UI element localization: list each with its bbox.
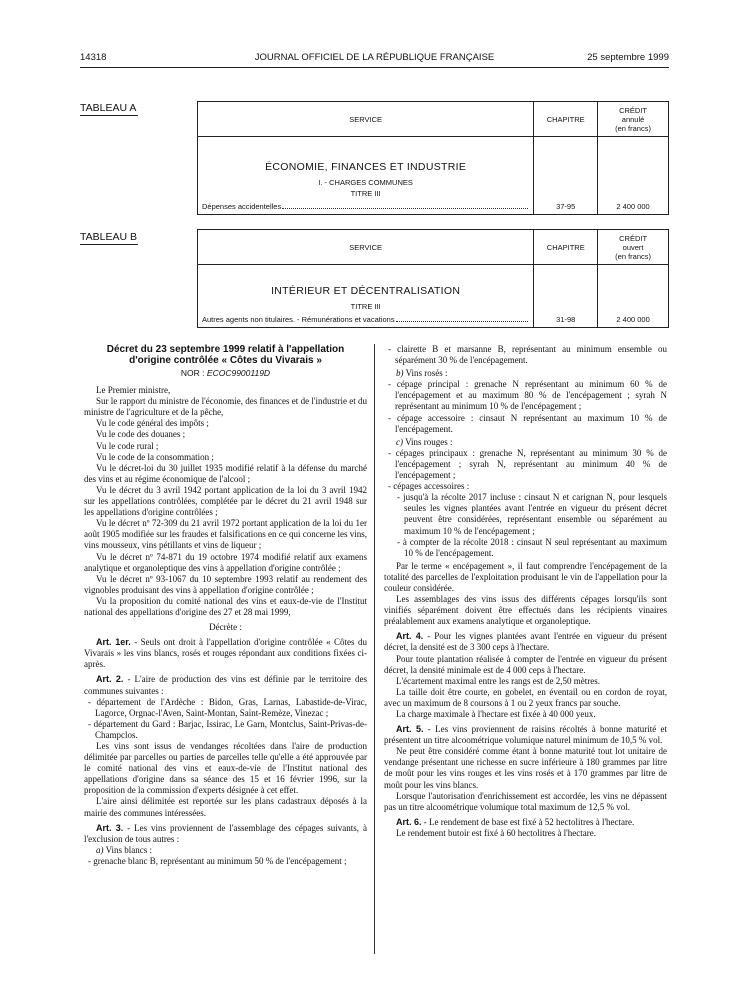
list-item: - cépages principaux : grenache N, représentant au minimum 30 % de l'encépagement ; syrah N, représentant au minimum 40 % de l'encépagement ; [388,447,667,481]
tableau-b-label: TABLEAU B [80,231,137,243]
sub-list-item: - à compter de la récolte 2018 : cinsaut N seul représentant au maximum 10 % de l'encépagement. [397,536,667,558]
body-paragraph: L'écartement maximal entre les rangs est de 2,50 mètres. [396,675,601,686]
article-label: Art. 2. [96,674,124,685]
tableau-a-underline [80,115,138,116]
decree-title-line: Décret du 23 septembre 1999 relatif à l'appellation [106,344,345,355]
table-row [198,265,669,328]
body-paragraph: Pour toute plantation réalisée à compter de l'entrée en vigueur du présent décret, la densité minimale est de 4 000 ceps à l'hectare. [384,653,667,675]
list-item: - cépage accessoire : cinsaut N représentant au maximum 10 % de l'encépagement. [388,412,667,434]
sub-list-item: - jusqu'à la récolte 2017 incluse : cinsaut N et carignan N, pour lesquels seules les vignes plantées avant l'entrée en vigueur du présent décret peuvent être considérées, représentant ensemble ou séparément au maximum 10 % de l'encépagement ; [397,492,667,536]
subheading-letter: c) [396,436,403,447]
article-text: - Pour les vignes plantées avant l'entrée en vigueur du présent décret, la densité est de 3 300 ceps à l'hectare. [384,631,667,653]
journal-title: JOURNAL OFFICIEL DE LA RÉPUBLIQUE FRANÇAISE [254,52,495,63]
intro-paragraph: Sur le rapport du ministre de l'économie, des finances et de l'industrie et du ministre de l'agriculture et de la pêche, [84,396,367,418]
article-label: Art. 5. [396,724,424,735]
col-service-header: SERVICE [198,102,534,137]
article-3 [84,823,367,845]
article-text: - Le rendement de base est fixé à 52 hectolitres à l'hectare. [421,816,635,827]
subheading-letter: b) [396,368,404,379]
nor-reference [84,368,367,379]
body-paragraph: Les assemblages des vins issus des différents cépages lorsqu'ils sont vinifiés séparément doivent être effectués dans les récipients vinaires préalablement aux examens analytique et organoleptique. [384,594,667,627]
table-header-row [198,230,669,265]
tableau-a-table [197,101,669,215]
body-paragraph: L'aire ainsi délimitée est reportée sur les plans cadastraux déposés à la mairie des communes intéressées. [84,796,367,818]
article-text: - L'aire de production des vins est définie par le territoire des communes suivantes : [84,674,367,696]
intro-paragraph: Vu le code des douanes ; [96,429,186,440]
intro-paragraph: Vu le code de la consommation ; [96,451,214,462]
service-cell [198,137,534,215]
subheading-red-wines [384,437,667,448]
titre-label: TITRE III [350,189,381,198]
article-5 [384,724,667,746]
section-name: I. - CHARGES COMMUNES [318,178,413,187]
intro-paragraph: Vu le code général des impôts ; [96,418,209,429]
article-label: Art. 3. [96,822,124,833]
expense-line [198,202,533,211]
credit-line: ouvert [622,242,644,252]
col-chapitre-header: CHAPITRE [534,102,598,137]
intro-paragraph: Vu le décret nº 74-871 du 19 octobre 1974 modifié relatif aux examens analytique et organoleptique des vins à appellation d'origine contrôlée ; [84,551,367,573]
col-credit-header [598,102,669,137]
list-item: - département du Gard : Barjac, Issirac, Le Garn, Montclus, Saint-Privas-de-Champclos. [88,718,367,740]
article-label: Art. 4. [396,631,424,642]
table-header-row [198,102,669,137]
intro-paragraph: Vu la proposition du comité national des vins et eaux-de-vie de l'Institut national des appellations d'origine des 27 et 28 mai 1999, [84,595,367,617]
leader-dots [396,321,529,322]
intro-paragraph: Vu le code rural ; [96,440,159,451]
decree-title-line: d'origine contrôlée « Côtes du Vivarais » [129,355,322,366]
credit-line: annulé [621,114,645,124]
credit-line: (en francs) [615,123,651,133]
subheading-letter: a) [96,844,104,855]
body-paragraph: Les vins sont issus de vendanges récoltées dans l'aire de production délimitée par parcelles ou parties de parcelles telle qu'elle a été approuvée par le comité national des vins et eaux-de-vie de l'Institut national des appellations d'origine dans sa séance des 15 et 16 février 1996, sur la proposition de la commission d'experts désignée à cet effet. [84,741,367,796]
intro-paragraph: Le Premier ministre, [96,385,171,396]
expense-label: Autres agents non titulaires. - Rémunérations et vacations [202,315,395,324]
decree-title [84,344,367,366]
list-item: - grenache blanc B, représentant au minimum 50 % de l'encépagement ; [88,855,347,866]
header-rule [80,67,669,68]
list-item: - cépage principal : grenache N représentant au minimum 60 % de l'encépagement et au maximum 80 % de l'encépagement ; syrah N représentant au minimum 10 % de l'encépagement ; [388,379,667,412]
article-2 [84,674,367,696]
body-paragraph: Lorsque l'autorisation d'enrichissement est accordée, les vins ne dépassent pas un titre alcoométrique volumique total maximum de 12,5 % vol. [384,790,667,812]
left-column [84,344,367,867]
nor-label: NOR : [180,368,205,378]
chapitre-value: 31-98 [534,265,598,328]
column-divider [374,344,375,954]
tableau-b-underline [80,244,138,245]
titre-label: TITRE III [350,302,381,311]
body-paragraph: Le rendement butoir est fixé à 60 hectolitres à l'hectare. [396,827,597,838]
expense-label: Dépenses accidentelles [202,202,282,211]
credit-value: 2 400 000 [598,265,669,328]
article-1 [84,637,367,670]
credit-line: CRÉDIT [619,233,648,243]
subheading-text: Vins blancs : [103,844,153,855]
col-service-header: SERVICE [198,230,534,265]
ministry-name: INTÉRIEUR ET DÉCENTRALISATION [271,285,461,297]
table-row [198,137,669,215]
credit-line: CRÉDIT [619,105,648,115]
article-text: - Les vins proviennent de l'assemblage des cépages suivants, à l'exclusion de tous autres : [84,822,367,844]
article-4 [384,631,667,653]
nor-code: ECOC9900119D [206,368,271,378]
decrete-heading: Décrète : [209,622,242,633]
subheading-white-wines [84,845,367,856]
col-chapitre-header: CHAPITRE [534,230,598,265]
intro-paragraph: Vu le décret du 3 avril 1942 portant application de la loi du 3 avril 1942 sur les appellations contrôlées, complétée par le décret du 21 avril 1948 sur les appellations d'origine contrôlées ; [84,484,367,518]
subheading-text: Vins rouges : [403,436,453,447]
list-item: - clairette B et marsanne B, représentant au minimum ensemble ou séparément 30 % de l'encépagement. [388,344,667,366]
article-text: - Seuls ont droit à l'appellation d'origine contrôlée « Côtes du Vivarais » les vins blancs, rosés et rouges répondant aux conditions fixées ci-après. [84,637,367,670]
leader-dots [282,208,528,209]
body-paragraph: Ne peut être considéré comme étant à bonne maturité tout lot unitaire de vendange présentant une richesse en sucre inférieure à 180 grammes par litre de moût pour les vins rouges et les vins rosés et à 170 grammes par litre de moût pour les vins blancs. [384,746,667,790]
issue-date: 25 septembre 1999 [587,52,669,63]
subheading-text: Vins rosés : [403,368,448,379]
body-paragraph: Par le terme « encépagement », il faut comprendre l'encépagement de la totalité des parcelles de l'exploitation produisant le vin de l'appellation pour la couleur considérée. [384,560,667,593]
ministry-name: ÉCONOMIE, FINANCES ET INDUSTRIE [265,161,467,173]
col-credit-header [598,230,669,265]
intro-paragraph: Vu le décret-loi du 30 juillet 1935 modifié relatif à la défense du marché des vins et au régime économique de l'alcool ; [84,462,367,484]
list-item: - département de l'Ardèche : Bidon, Gras, Larnas, Labastide-de-Virac, Lagorce, Orgnac-l'Aven, Saint-Montan, Saint-Remèze, Vinezac ; [88,696,367,718]
tableau-a-label: TABLEAU A [80,102,137,114]
article-6 [384,817,667,828]
tableau-b-table [197,229,669,328]
body-paragraph: La charge maximale à l'hectare est fixée à 40 000 yeux. [396,709,596,719]
expense-line [198,315,533,324]
chapitre-value: 37-95 [534,137,598,215]
credit-value: 2 400 000 [598,137,669,215]
list-item: - cépages accessoires : [388,481,470,492]
subheading-rose-wines [384,368,667,379]
article-label: Art. 1er. [96,637,131,648]
body-paragraph: La taille doit être courte, en gobelet, en éventail ou en cordon de royat, avec un maximum de 8 coursons à 1 ou 2 yeux francs par souche. [384,686,667,708]
credit-line: (en francs) [615,251,652,261]
article-text: - Les vins proviennent de raisins récoltés à bonne maturité et présentent un titre alcoométrique volumique naturel minimum de 10,5 % vol. [384,724,667,746]
right-column [384,344,667,839]
intro-paragraph: Vu le décret nº 93-1067 du 10 septembre 1993 relatif au rendement des vignobles produisant des vins à appellation d'origine contrôlée ; [84,573,367,595]
page-number: 14318 [80,52,107,63]
article-label: Art. 6. [396,816,422,827]
page-header [80,52,669,64]
intro-paragraph: Vu le décret nº 72-309 du 21 avril 1972 portant application de la loi du 1er août 1905 modifiée sur les fraudes et falsifications en ce qui concerne les vins, vins mousseux, vins pétillants et vins de liqueur ; [84,518,367,551]
service-cell [198,265,534,328]
